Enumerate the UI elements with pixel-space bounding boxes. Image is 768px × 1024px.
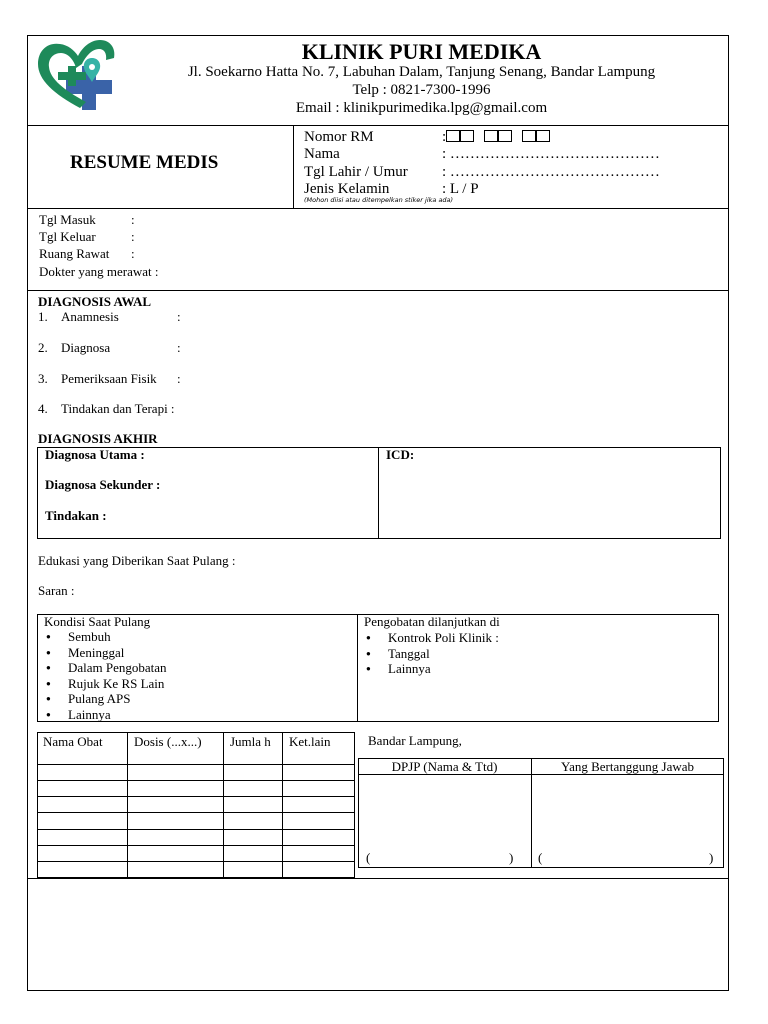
rm-digit-box[interactable]	[498, 130, 512, 142]
table-col-divider	[282, 732, 283, 878]
nama-field[interactable]: : ……………………………………	[442, 146, 660, 162]
responsible-name-close: )	[709, 850, 714, 865]
kondisi-option[interactable]: ● Sembuh	[44, 629, 167, 645]
table-row[interactable]	[37, 780, 355, 781]
diagnosa-utama-field[interactable]: Diagnosa Utama :	[45, 447, 145, 462]
saran-field[interactable]: Saran :	[38, 583, 75, 598]
nama-label: Nama	[304, 146, 340, 162]
pengobatan-list	[364, 630, 499, 677]
sticker-note: (Mohon diisi atau ditempelkan stiker jika ada)	[304, 196, 454, 204]
table-col-divider	[223, 732, 224, 878]
table-row[interactable]	[37, 812, 355, 813]
divider	[357, 614, 358, 722]
signature-place: Bandar Lampung,	[368, 733, 462, 748]
col-header-jumlah: Jumla h	[230, 734, 271, 749]
ruang-rawat-colon[interactable]: :	[131, 246, 135, 261]
jenis-kelamin-label: Jenis Kelamin	[304, 181, 390, 197]
responsible-name-open[interactable]: (	[538, 850, 543, 865]
tgl-lahir-label: Tgl Lahir / Umur	[304, 164, 408, 180]
kondisi-option[interactable]: ● Rujuk Ke RS Lain	[44, 676, 167, 692]
tindakan-terapi-label[interactable]: Tindakan dan Terapi :	[61, 401, 175, 416]
rm-digit-box[interactable]	[484, 130, 498, 142]
anamnesis-label: Anamnesis	[61, 309, 119, 324]
pemeriksaan-label: Pemeriksaan Fisik	[61, 371, 157, 386]
table-row[interactable]	[37, 861, 355, 862]
pengobatan-option[interactable]: ● Lainnya	[364, 661, 499, 677]
diagnosis-akhir-title: DIAGNOSIS AKHIR	[38, 431, 158, 446]
table-row[interactable]	[37, 764, 355, 765]
jenis-kelamin-field[interactable]: : L / P	[442, 181, 479, 197]
nomor-rm-colon: :	[442, 129, 447, 145]
edukasi-field[interactable]: Edukasi yang Diberikan Saat Pulang :	[38, 553, 236, 568]
pemeriksaan-num: 3.	[38, 371, 48, 386]
col-header-nama-obat: Nama Obat	[43, 734, 103, 749]
kondisi-option[interactable]: ● Pulang APS	[44, 691, 167, 707]
medication-table	[37, 732, 355, 878]
anamnesis-num: 1.	[38, 309, 48, 324]
kondisi-title: Kondisi Saat Pulang	[44, 614, 151, 629]
col-header-ket: Ket.lain	[289, 734, 331, 749]
dpjp-name-open[interactable]: (	[366, 850, 371, 865]
pengobatan-option[interactable]: ● Tanggal	[364, 646, 499, 662]
tgl-keluar-label: Tgl Keluar	[39, 229, 96, 244]
diagnosa-field[interactable]: :	[177, 340, 181, 355]
form-title: RESUME MEDIS	[70, 152, 219, 173]
anamnesis-field[interactable]: :	[177, 309, 181, 324]
divider	[27, 208, 729, 209]
divider	[293, 125, 294, 208]
pengobatan-option[interactable]: ● Kontrok Poli Klinik :	[364, 630, 499, 646]
tgl-lahir-field[interactable]: : ……………………………………	[442, 164, 660, 180]
diagnosa-sekunder-field[interactable]: Diagnosa Sekunder :	[45, 477, 161, 492]
tindakan-terapi-num: 4.	[38, 401, 48, 416]
tgl-masuk-colon[interactable]: :	[131, 212, 135, 227]
kondisi-option[interactable]: ● Dalam Pengobatan	[44, 660, 167, 676]
divider	[27, 290, 729, 291]
rm-digit-box[interactable]	[522, 130, 536, 142]
rm-digit-box[interactable]	[460, 130, 474, 142]
dokter-label[interactable]: Dokter yang merawat :	[39, 264, 159, 279]
tgl-masuk-label: Tgl Masuk	[39, 212, 96, 227]
clinic-phone: Telp : 0821-7300-1996	[352, 82, 491, 98]
responsible-header: Yang Bertanggung Jawab	[561, 759, 694, 774]
rm-digit-box[interactable]	[446, 130, 460, 142]
col-header-dosis: Dosis (...x...)	[134, 734, 202, 749]
pemeriksaan-field[interactable]: :	[177, 371, 181, 386]
diagnosa-label: Diagnosa	[61, 340, 111, 355]
divider	[378, 447, 379, 539]
table-row[interactable]	[37, 829, 355, 830]
kondisi-list	[44, 629, 167, 722]
diagnosis-awal-title: DIAGNOSIS AWAL	[38, 294, 152, 309]
divider	[27, 878, 729, 879]
table-row[interactable]	[37, 845, 355, 846]
nomor-rm-field[interactable]	[442, 129, 550, 146]
dpjp-name-close: )	[509, 850, 514, 865]
kondisi-option[interactable]: ● Lainnya	[44, 707, 167, 723]
rm-digit-box[interactable]	[536, 130, 550, 142]
tindakan-field[interactable]: Tindakan :	[45, 508, 107, 523]
table-col-divider	[127, 732, 128, 878]
icd-field[interactable]: ICD:	[386, 447, 415, 462]
pengobatan-title: Pengobatan dilanjutkan di	[364, 614, 500, 629]
kondisi-option[interactable]: ● Meninggal	[44, 645, 167, 661]
clinic-name: KLINIK PURI MEDIKA	[301, 39, 542, 64]
clinic-email: Email : klinikpurimedika.lpg@gmail.com	[295, 100, 548, 116]
dpjp-header: DPJP (Nama & Ttd)	[391, 759, 498, 774]
clinic-address: Jl. Soekarno Hatta No. 7, Labuhan Dalam, Tanjung Senang, Bandar Lampung	[187, 64, 656, 80]
tgl-keluar-colon[interactable]: :	[131, 229, 135, 244]
nomor-rm-label: Nomor RM	[304, 129, 374, 145]
ruang-rawat-label: Ruang Rawat	[39, 246, 110, 261]
diagnosa-num: 2.	[38, 340, 48, 355]
table-row[interactable]	[37, 796, 355, 797]
divider	[27, 125, 729, 126]
